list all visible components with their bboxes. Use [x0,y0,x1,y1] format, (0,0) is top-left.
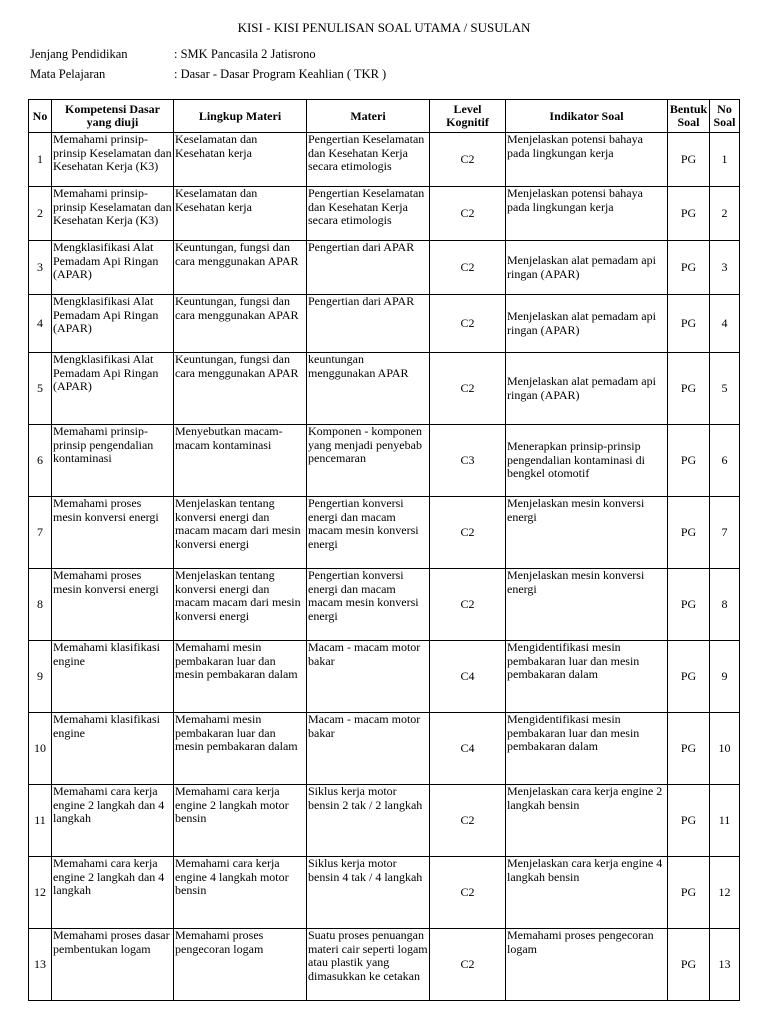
cell-materi: Macam - macam motor bakar [307,641,430,713]
cell-level: C2 [430,857,506,929]
cell-bentuk: PG [668,295,710,353]
cell-bentuk: PG [668,929,710,1001]
cell-no: 6 [29,425,52,497]
cell-indikator: Menjelaskan potensi bahaya pada lingkungan kerja [506,187,668,241]
cell-no: 3 [29,241,52,295]
cell-bentuk: PG [668,425,710,497]
cell-nosoal: 12 [710,857,740,929]
cell-lingkup: Menjelaskan tentang konversi energi dan macam macam dari mesin konversi energi [174,497,307,569]
cell-level: C4 [430,713,506,785]
cell-materi: Pengertian Keselamatan dan Kesehatan Kerja secara etimologis [307,133,430,187]
cell-kompetensi: Mengklasifikasi Alat Pemadam Api Ringan (APAR) [52,241,174,295]
cell-indikator: Menjelaskan alat pemadam api ringan (APAR) [506,353,668,425]
cell-indikator: Menjelaskan alat pemadam api ringan (APAR) [506,241,668,295]
document-title: KISI - KISI PENULISAN SOAL UTAMA / SUSULAN [237,20,531,35]
table-row [29,425,740,497]
cell-lingkup: Memahami cara kerja engine 2 langkah motor bensin [174,785,307,857]
cell-no: 12 [29,857,52,929]
cell-level: C2 [430,569,506,641]
cell-lingkup: Keuntungan, fungsi dan cara menggunakan APAR [174,241,307,295]
cell-no: 8 [29,569,52,641]
cell-lingkup: Keuntungan, fungsi dan cara menggunakan APAR [174,353,307,425]
table-row [29,187,740,241]
table-row [29,241,740,295]
cell-lingkup: Memahami mesin pembakaran luar dan mesin pembakaran dalam [174,713,307,785]
cell-materi: Macam - macam motor bakar [307,713,430,785]
header-nosoal: No Soal [710,100,740,133]
header-lingkup: Lingkup Materi [174,100,307,133]
cell-no: 2 [29,187,52,241]
cell-lingkup: Memahami proses pengecoran logam [174,929,307,1001]
meta-jenjang [30,47,316,62]
cell-level: C2 [430,929,506,1001]
cell-nosoal: 3 [710,241,740,295]
cell-indikator: Menjelaskan cara kerja engine 2 langkah bensin [506,785,668,857]
cell-kompetensi: Memahami cara kerja engine 2 langkah dan 4 langkah [52,785,174,857]
cell-kompetensi: Memahami proses dasar pembentukan logam [52,929,174,1001]
cell-indikator: Menjelaskan mesin konversi energi [506,497,668,569]
table-row [29,929,740,1001]
cell-materi: Pengertian konversi energi dan macam macam mesin konversi energi [307,569,430,641]
cell-level: C2 [430,187,506,241]
cell-nosoal: 6 [710,425,740,497]
cell-bentuk: PG [668,133,710,187]
cell-indikator: Memahami proses pengecoran logam [506,929,668,1001]
table-row [29,133,740,187]
cell-level: C3 [430,425,506,497]
cell-materi: Pengertian dari APAR [307,295,430,353]
cell-indikator: Mengidentifikasi mesin pembakaran luar dan mesin pembakaran dalam [506,641,668,713]
cell-level: C2 [430,295,506,353]
cell-indikator: Menjelaskan mesin konversi energi [506,569,668,641]
cell-materi: keuntungan menggunakan APAR [307,353,430,425]
header-bentuk: Bentuk Soal [668,100,710,133]
cell-nosoal: 11 [710,785,740,857]
cell-level: C2 [430,785,506,857]
cell-level: C2 [430,133,506,187]
header-level: Level Kognitif [430,100,506,133]
cell-lingkup: Keuntungan, fungsi dan cara menggunakan APAR [174,295,307,353]
cell-kompetensi: Memahami proses mesin konversi energi [52,497,174,569]
cell-nosoal: 4 [710,295,740,353]
cell-lingkup: Memahami cara kerja engine 4 langkah motor bensin [174,857,307,929]
cell-materi: Komponen - komponen yang menjadi penyebab pencemaran [307,425,430,497]
cell-kompetensi: Mengklasifikasi Alat Pemadam Api Ringan (APAR) [52,295,174,353]
cell-bentuk: PG [668,497,710,569]
cell-lingkup: Keselamatan dan Kesehatan kerja [174,133,307,187]
table-body [29,133,740,1001]
cell-nosoal: 1 [710,133,740,187]
cell-bentuk: PG [668,241,710,295]
meta-jenjang-label: Jenjang Pendidikan [30,47,128,61]
cell-materi: Pengertian dari APAR [307,241,430,295]
cell-indikator: Menjelaskan cara kerja engine 4 langkah bensin [506,857,668,929]
cell-kompetensi: Memahami klasifikasi engine [52,641,174,713]
cell-bentuk: PG [668,785,710,857]
cell-level: C2 [430,353,506,425]
table-header-row [29,100,740,133]
cell-level: C4 [430,641,506,713]
meta-mapel-label: Mata Pelajaran [30,67,106,81]
cell-kompetensi: Mengklasifikasi Alat Pemadam Api Ringan (APAR) [52,353,174,425]
cell-no: 10 [29,713,52,785]
cell-level: C2 [430,241,506,295]
cell-lingkup: Menjelaskan tentang konversi energi dan macam macam dari mesin konversi energi [174,569,307,641]
cell-bentuk: PG [668,569,710,641]
cell-lingkup: Memahami mesin pembakaran luar dan mesin pembakaran dalam [174,641,307,713]
table-row [29,497,740,569]
cell-kompetensi: Memahami prinsip-prinsip Keselamatan dan Kesehatan Kerja (K3) [52,133,174,187]
kisi-kisi-table [28,99,740,1001]
header-no: No [29,100,52,133]
cell-nosoal: 10 [710,713,740,785]
table-row [29,353,740,425]
cell-materi: Pengertian Keselamatan dan Kesehatan Kerja secara etimologis [307,187,430,241]
cell-bentuk: PG [668,187,710,241]
table-row [29,569,740,641]
cell-nosoal: 9 [710,641,740,713]
cell-bentuk: PG [668,641,710,713]
cell-kompetensi: Memahami klasifikasi engine [52,713,174,785]
cell-no: 1 [29,133,52,187]
cell-kompetensi: Memahami prinsip-prinsip Keselamatan dan Kesehatan Kerja (K3) [52,187,174,241]
cell-kompetensi: Memahami prinsip-prinsip pengendalian kontaminasi [52,425,174,497]
cell-bentuk: PG [668,353,710,425]
cell-indikator: Mengidentifikasi mesin pembakaran luar dan mesin pembakaran dalam [506,713,668,785]
table-row [29,295,740,353]
cell-lingkup: Keselamatan dan Kesehatan kerja [174,187,307,241]
cell-no: 9 [29,641,52,713]
cell-no: 11 [29,785,52,857]
cell-materi: Suatu proses penuangan materi cair seperti logam atau plastik yang dimasukkan ke cetakan [307,929,430,1001]
cell-nosoal: 5 [710,353,740,425]
table-row [29,641,740,713]
cell-nosoal: 8 [710,569,740,641]
cell-kompetensi: Memahami cara kerja engine 2 langkah dan 4 langkah [52,857,174,929]
table-row [29,713,740,785]
cell-nosoal: 13 [710,929,740,1001]
cell-nosoal: 7 [710,497,740,569]
cell-level: C2 [430,497,506,569]
cell-materi: Pengertian konversi energi dan macam macam mesin konversi energi [307,497,430,569]
header-indikator: Indikator Soal [506,100,668,133]
cell-no: 13 [29,929,52,1001]
meta-mapel [30,67,386,82]
table-row [29,785,740,857]
table-row [29,857,740,929]
meta-mapel-value: : Dasar - Dasar Program Keahlian ( TKR ) [174,67,387,81]
header-kompetensi: Kompetensi Dasar yang diuji [52,100,174,133]
cell-bentuk: PG [668,857,710,929]
cell-indikator: Menjelaskan alat pemadam api ringan (APAR) [506,295,668,353]
cell-no: 5 [29,353,52,425]
cell-nosoal: 2 [710,187,740,241]
cell-indikator: Menjelaskan potensi bahaya pada lingkungan kerja [506,133,668,187]
cell-no: 7 [29,497,52,569]
cell-lingkup: Menyebutkan macam-macam kontaminasi [174,425,307,497]
cell-no: 4 [29,295,52,353]
meta-jenjang-value: : SMK Pancasila 2 Jatisrono [174,47,316,61]
header-materi: Materi [307,100,430,133]
cell-materi: Siklus kerja motor bensin 2 tak / 2 langkah [307,785,430,857]
cell-indikator: Menerapkan prinsip-prinsip pengendalian kontaminasi di bengkel otomotif [506,425,668,497]
cell-materi: Siklus kerja motor bensin 4 tak / 4 langkah [307,857,430,929]
cell-kompetensi: Memahami proses mesin konversi energi [52,569,174,641]
cell-bentuk: PG [668,713,710,785]
